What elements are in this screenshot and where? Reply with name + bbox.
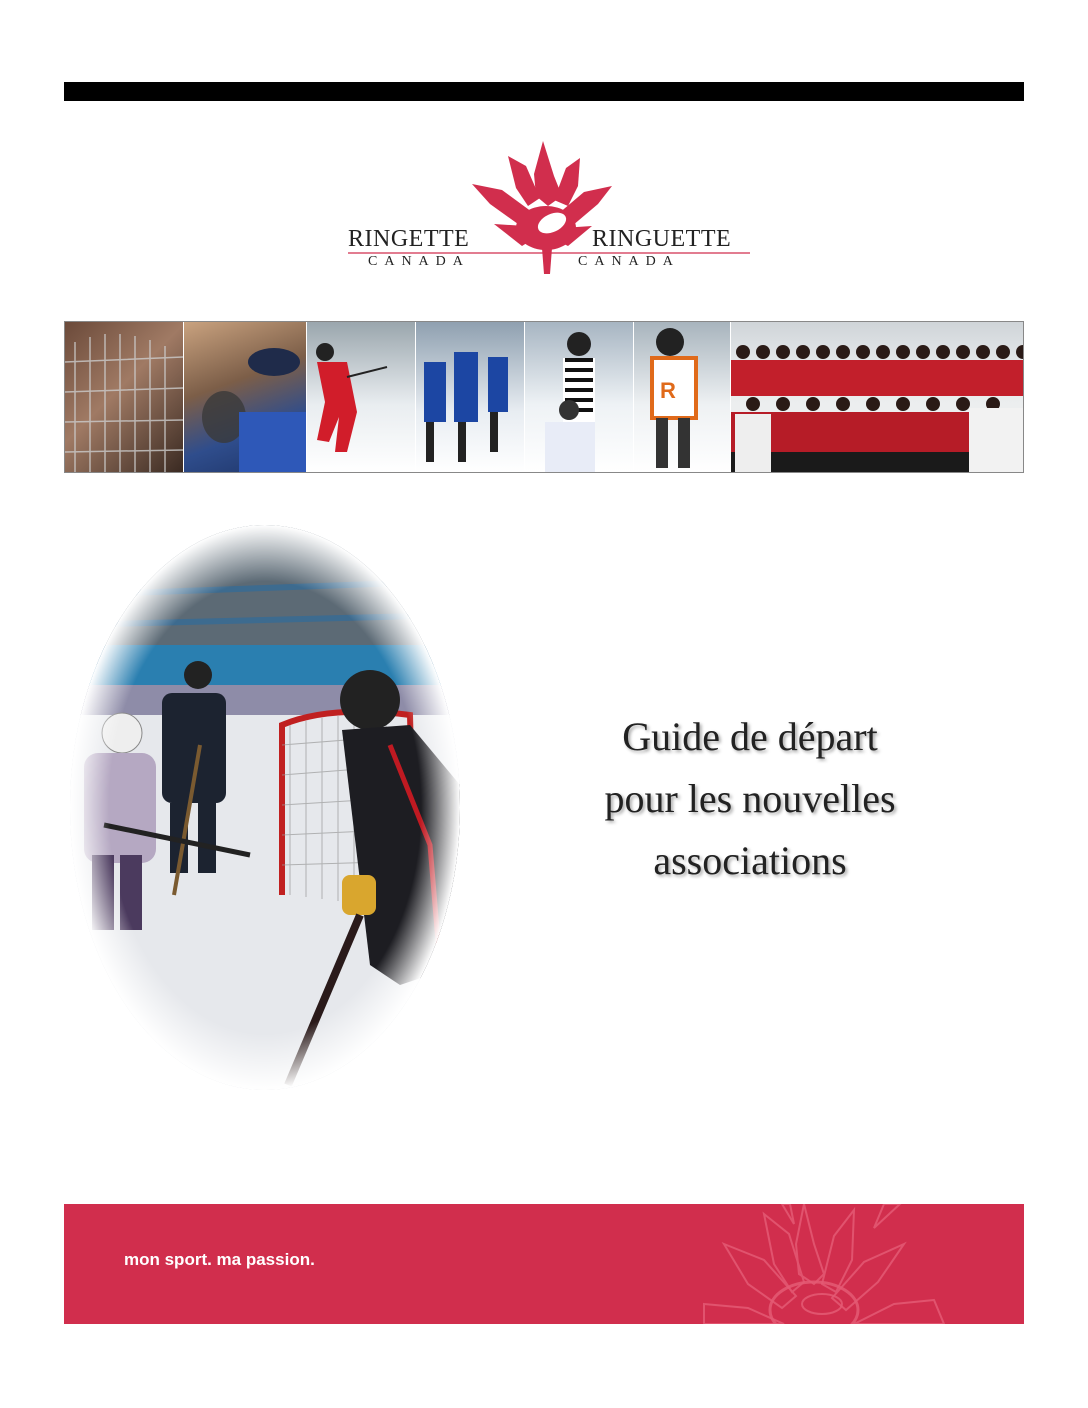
footer-band	[64, 1204, 1024, 1324]
strip-photo-1	[65, 322, 184, 472]
strip-photo-7	[731, 322, 1023, 472]
logo-word-left: RINGETTE	[348, 226, 470, 252]
oval-practice-photo	[70, 525, 460, 1090]
title-line-2: pour les nouvelles	[604, 776, 896, 821]
tagline: mon sport. ma passion.	[124, 1250, 315, 1269]
logo-sub-right: CANADA	[578, 254, 680, 269]
ringette-canada-logo	[340, 136, 756, 276]
strip-photo-2	[184, 322, 307, 472]
logo-sub-left: CANADA	[368, 254, 470, 269]
logo-word-right: RINGUETTE	[592, 226, 732, 252]
cover-title	[560, 706, 940, 892]
title-line-1: Guide de départ	[622, 714, 878, 759]
strip-photo-6	[634, 322, 731, 472]
svg-text:R: R	[660, 378, 676, 403]
top-black-bar	[64, 82, 1024, 101]
strip-photo-3	[307, 322, 416, 472]
title-line-3: associations	[653, 838, 847, 883]
strip-photo-5	[525, 322, 634, 472]
photo-strip	[64, 321, 1024, 473]
strip-photo-4	[416, 322, 525, 472]
maple-leaf-watermark-icon	[664, 1204, 1024, 1324]
